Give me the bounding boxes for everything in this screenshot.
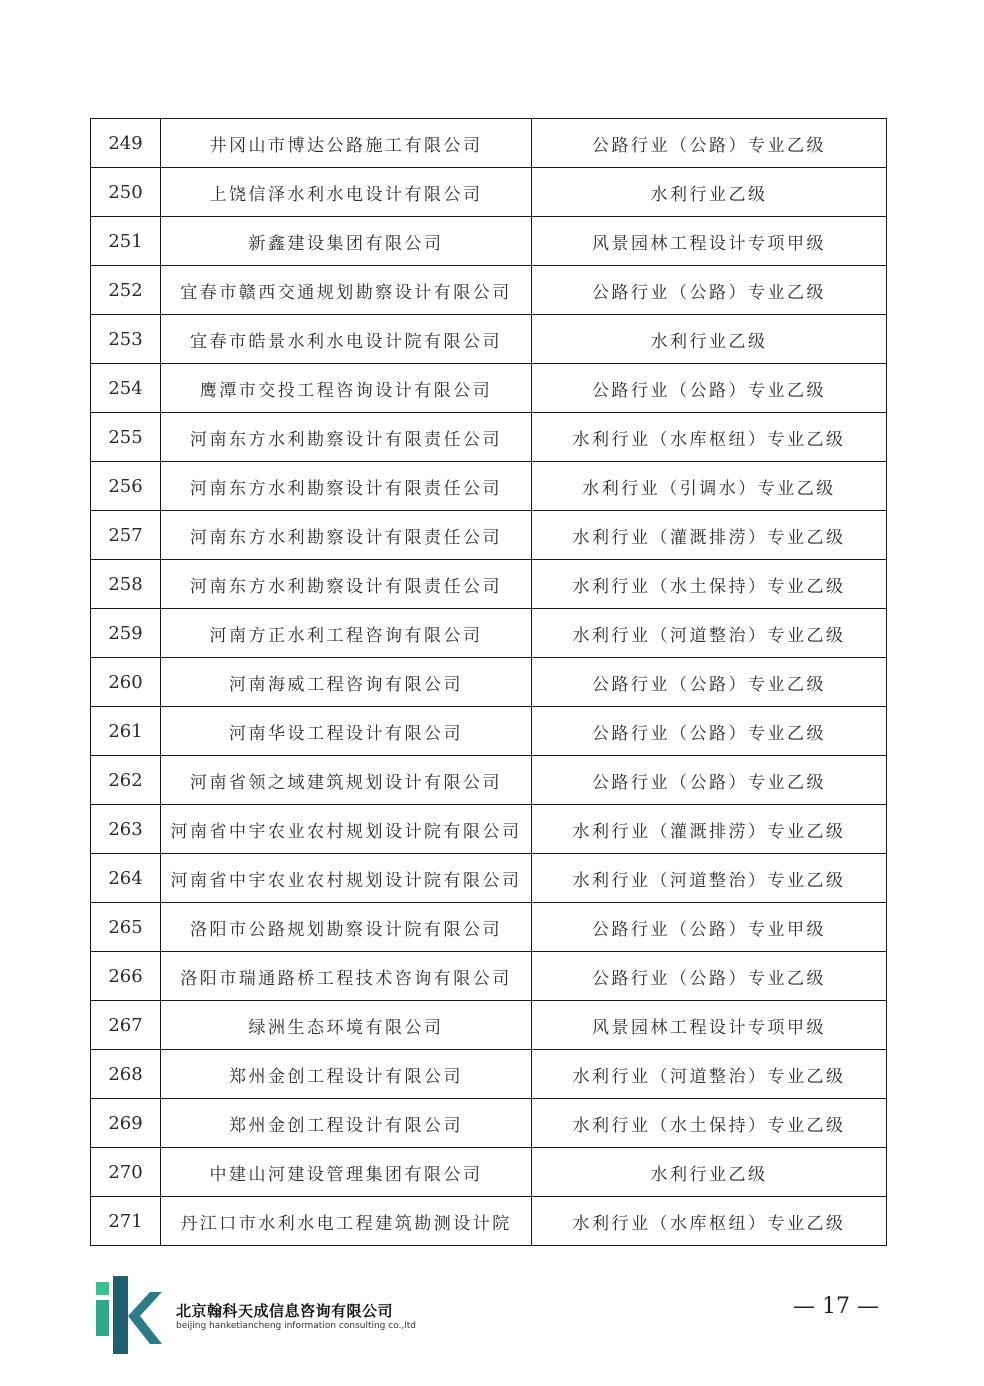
qualification-cell: 水利行业（水土保持）专业乙级 (532, 560, 887, 609)
table-row (91, 952, 887, 1001)
qualification-cell: 风景园林工程设计专项甲级 (532, 1001, 887, 1050)
table-row (91, 903, 887, 952)
company-name-cell: 鹰潭市交投工程咨询设计有限公司 (161, 364, 532, 413)
row-number-cell: 254 (91, 364, 161, 413)
table-row (91, 315, 887, 364)
company-name-cell: 宜春市赣西交通规划勘察设计有限公司 (161, 266, 532, 315)
qualification-cell: 水利行业乙级 (532, 315, 887, 364)
table-row (91, 511, 887, 560)
company-name-cell: 洛阳市瑞通路桥工程技术咨询有限公司 (161, 952, 532, 1001)
qualification-cell: 水利行业（引调水）专业乙级 (532, 462, 887, 511)
table-row (91, 756, 887, 805)
row-number-cell: 252 (91, 266, 161, 315)
company-name-cell: 河南东方水利勘察设计有限责任公司 (161, 462, 532, 511)
company-name-en: beijing hanketiancheng information consulting co.,ltd (176, 1321, 417, 1331)
row-number-cell: 253 (91, 315, 161, 364)
company-name-cell: 河南省领之域建筑规划设计有限公司 (161, 756, 532, 805)
table-row (91, 168, 887, 217)
row-number-cell: 249 (91, 119, 161, 168)
table-row (91, 462, 887, 511)
company-name-cell: 河南省中宇农业农村规划设计院有限公司 (161, 854, 532, 903)
row-number-cell: 260 (91, 658, 161, 707)
table-row (91, 707, 887, 756)
company-name-cell: 井冈山市博达公路施工有限公司 (161, 119, 532, 168)
page-number: — 17 — (793, 1294, 879, 1319)
company-name-cell: 宜春市皓景水利水电设计院有限公司 (161, 315, 532, 364)
row-number-cell: 257 (91, 511, 161, 560)
row-number-cell: 271 (91, 1197, 161, 1246)
qualification-cell: 水利行业（河道整治）专业乙级 (532, 854, 887, 903)
row-number-cell: 261 (91, 707, 161, 756)
qualification-cell: 公路行业（公路）专业乙级 (532, 119, 887, 168)
row-number-cell: 266 (91, 952, 161, 1001)
qualification-cell: 公路行业（公路）专业乙级 (532, 756, 887, 805)
company-name-cell: 丹江口市水利水电工程建筑勘测设计院 (161, 1197, 532, 1246)
qualification-table (90, 118, 887, 1246)
row-number-cell: 262 (91, 756, 161, 805)
qualification-cell: 水利行业（灌溉排涝）专业乙级 (532, 805, 887, 854)
table-row (91, 364, 887, 413)
row-number-cell: 264 (91, 854, 161, 903)
table-body (91, 119, 887, 1246)
row-number-cell: 250 (91, 168, 161, 217)
company-name-cell: 河南东方水利勘察设计有限责任公司 (161, 413, 532, 462)
qualification-cell: 水利行业（灌溉排涝）专业乙级 (532, 511, 887, 560)
table-row (91, 854, 887, 903)
table-row (91, 1050, 887, 1099)
table-row (91, 217, 887, 266)
row-number-cell: 251 (91, 217, 161, 266)
qualification-cell: 公路行业（公路）专业乙级 (532, 658, 887, 707)
company-name-cell: 洛阳市公路规划勘察设计院有限公司 (161, 903, 532, 952)
company-name-cell: 河南省中宇农业农村规划设计院有限公司 (161, 805, 532, 854)
qualification-cell: 公路行业（公路）专业乙级 (532, 266, 887, 315)
row-number-cell: 267 (91, 1001, 161, 1050)
qualification-cell: 水利行业（水库枢纽）专业乙级 (532, 413, 887, 462)
table-row (91, 805, 887, 854)
table-row (91, 609, 887, 658)
row-number-cell: 256 (91, 462, 161, 511)
company-name-cell: 河南东方水利勘察设计有限责任公司 (161, 560, 532, 609)
qualification-cell: 水利行业乙级 (532, 168, 887, 217)
table-row (91, 119, 887, 168)
company-name-cell: 新鑫建设集团有限公司 (161, 217, 532, 266)
company-name-cn: 北京翰科天成信息咨询有限公司 (176, 1302, 394, 1320)
company-name-cell: 郑州金创工程设计有限公司 (161, 1099, 532, 1148)
company-name-cell: 郑州金创工程设计有限公司 (161, 1050, 532, 1099)
table-row (91, 1001, 887, 1050)
company-name-cell: 河南方正水利工程咨询有限公司 (161, 609, 532, 658)
company-name-cell: 中建山河建设管理集团有限公司 (161, 1148, 532, 1197)
qualification-cell: 公路行业（公路）专业乙级 (532, 707, 887, 756)
table-row (91, 658, 887, 707)
table-row (91, 1197, 887, 1246)
row-number-cell: 258 (91, 560, 161, 609)
company-name-cell: 河南海威工程咨询有限公司 (161, 658, 532, 707)
qualification-cell: 风景园林工程设计专项甲级 (532, 217, 887, 266)
qualification-cell: 水利行业（河道整治）专业乙级 (532, 609, 887, 658)
row-number-cell: 259 (91, 609, 161, 658)
qualification-cell: 水利行业乙级 (532, 1148, 887, 1197)
qualification-cell: 公路行业（公路）专业甲级 (532, 903, 887, 952)
company-name-cell: 上饶信泽水利水电设计有限公司 (161, 168, 532, 217)
company-name-cell: 绿洲生态环境有限公司 (161, 1001, 532, 1050)
table-row (91, 560, 887, 609)
table-row (91, 1148, 887, 1197)
hk-logo-icon (94, 1276, 164, 1354)
qualification-cell: 公路行业（公路）专业乙级 (532, 952, 887, 1001)
qualification-cell: 水利行业（水库枢纽）专业乙级 (532, 1197, 887, 1246)
company-name-cell: 河南华设工程设计有限公司 (161, 707, 532, 756)
table-row (91, 413, 887, 462)
row-number-cell: 255 (91, 413, 161, 462)
row-number-cell: 269 (91, 1099, 161, 1148)
row-number-cell: 265 (91, 903, 161, 952)
row-number-cell: 263 (91, 805, 161, 854)
table-row (91, 1099, 887, 1148)
row-number-cell: 268 (91, 1050, 161, 1099)
qualification-cell: 水利行业（水土保持）专业乙级 (532, 1099, 887, 1148)
qualification-cell: 水利行业（河道整治）专业乙级 (532, 1050, 887, 1099)
qualification-cell: 公路行业（公路）专业乙级 (532, 364, 887, 413)
row-number-cell: 270 (91, 1148, 161, 1197)
company-name-cell: 河南东方水利勘察设计有限责任公司 (161, 511, 532, 560)
table-row (91, 266, 887, 315)
